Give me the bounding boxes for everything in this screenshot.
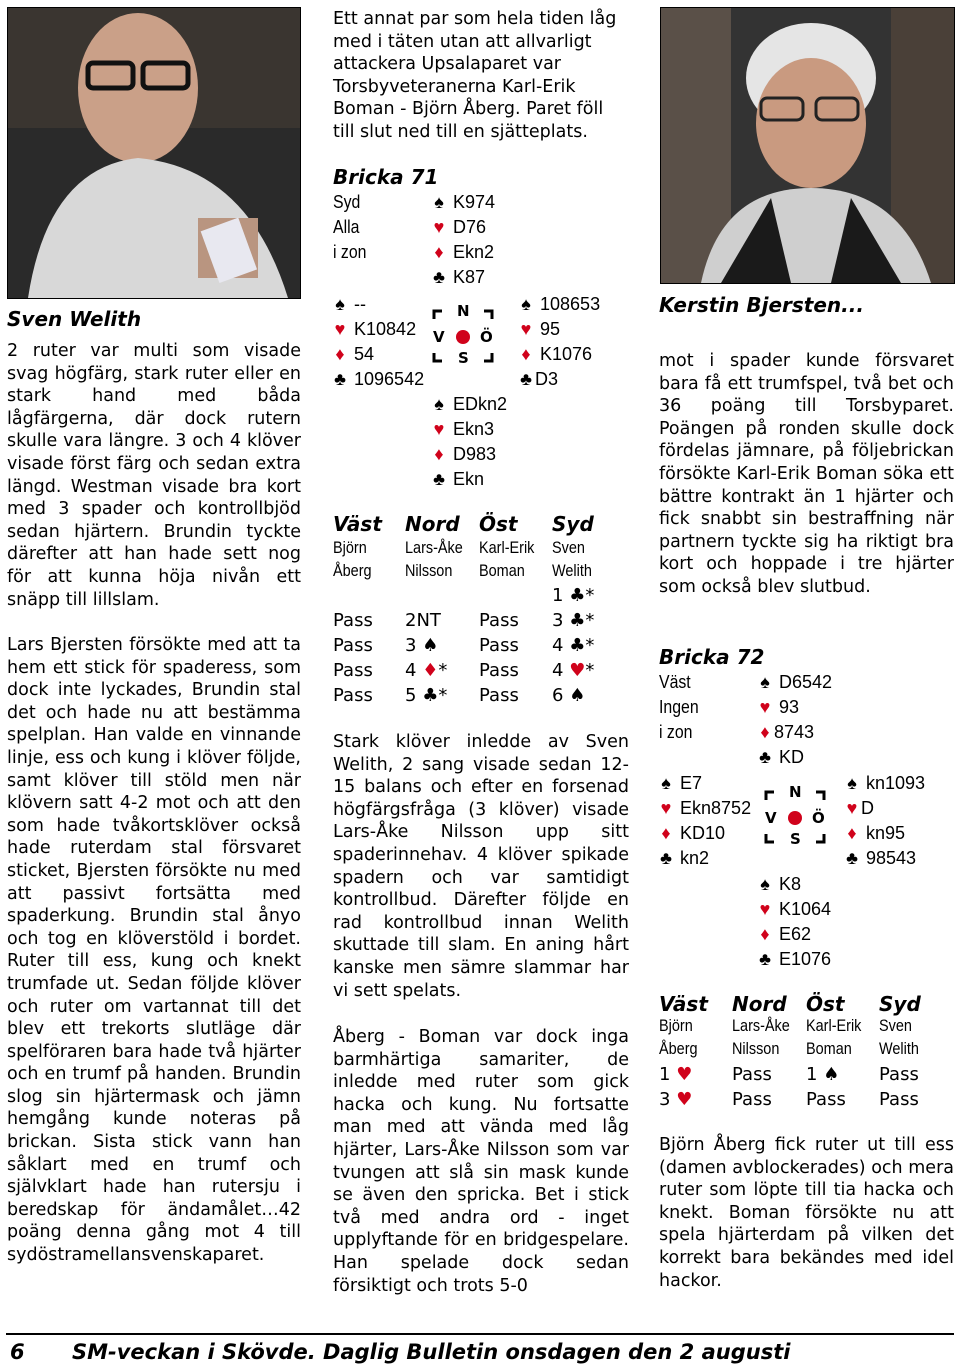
compass-s: S	[790, 830, 801, 848]
north-clubs: KD	[779, 747, 805, 767]
bid: 5 ♣*	[405, 685, 448, 706]
middle-paragraph-2: Åberg - Boman var dock inga barmhärtiga samariter, de inledde med ruter som gick hacka och kung. Nu fortsatte man med att vända med låg hjärter, Lars-Åke Nilsson som var tvungen att slå sin mask kunde se även den spricka. Bet i stick två med andra ord - inget upplyftande för en bridgespelare. Han spelade dock sedan försiktigt och trots 5-0	[333, 1027, 629, 1296]
north-spades: D6542	[779, 672, 833, 692]
heart-icon: ♥	[334, 319, 346, 339]
left-paragraph-1: 2 ruter var multi som visade svag högfärg, stark ruter eller en stark hand med båda lågfärgerna, där dock rutern skulle vara längre. 3 och 4 klöver visade först färg och sedan extra längd. Westman visade bra kort med 3 spader och kontrollbjöd sedan hjärtern. Brundin tyckte därefter att han hade sett nog för att kunna höja nivån ett snäpp till lillslam.	[7, 341, 301, 610]
club-icon: ♣	[422, 685, 439, 706]
north-diamonds: Ekn2	[453, 242, 495, 262]
spade-icon: ♠	[760, 672, 770, 692]
club-icon: ♣	[846, 848, 858, 868]
footer-rule	[6, 1333, 954, 1335]
south-spades: K8	[779, 874, 802, 894]
heart-icon: ♥	[433, 419, 445, 439]
west-hearts: K10842	[354, 319, 417, 339]
south-diamonds: E62	[779, 924, 812, 944]
player-name: Karl-Erik	[806, 1016, 862, 1035]
bricka-71-title: Bricka 71	[333, 165, 439, 189]
east-clubs: D3	[535, 369, 559, 389]
west-clubs: kn2	[680, 848, 710, 868]
compass-diagram	[762, 783, 828, 848]
bidding-table-72	[659, 992, 955, 1117]
header-vast: Väst	[659, 992, 708, 1016]
west-hand	[331, 292, 424, 392]
photo-caption-right: Kerstin Bjersten...	[659, 293, 864, 317]
spade-icon: ♠	[760, 874, 770, 894]
heart-icon: ♥	[520, 319, 532, 339]
dealer: Syd	[333, 192, 361, 212]
diamond-icon: ♦	[760, 924, 770, 944]
footer-title: SM-veckan i Skövde. Daglig Bulletin onsdagen den 2 augusti	[72, 1340, 791, 1364]
south-diamonds: D983	[453, 444, 497, 464]
north-hand	[430, 190, 495, 290]
west-diamonds: KD10	[680, 823, 726, 843]
south-clubs: Ekn	[453, 469, 485, 489]
club-icon: ♣	[759, 949, 771, 969]
bid: 3 ♠	[405, 635, 439, 656]
bid: Pass	[479, 635, 519, 656]
west-spades: --	[354, 294, 367, 314]
club-icon: ♣	[569, 635, 586, 656]
heart-icon: ♥	[759, 899, 771, 919]
vulnerability-zone: i zon	[659, 722, 693, 742]
east-clubs: 98543	[866, 848, 917, 868]
west-clubs: 1096542	[354, 369, 425, 389]
vulnerability: Alla	[333, 217, 360, 237]
bid: 4 ♦*	[405, 660, 448, 681]
player-name: Björn	[659, 1016, 693, 1035]
spade-icon: ♠	[823, 1064, 840, 1085]
north-hearts: 93	[779, 697, 800, 717]
dealer: Väst	[659, 672, 691, 692]
club-icon: ♣	[334, 369, 346, 389]
photo-kerstin-bjersten	[660, 7, 955, 284]
compass-n: N	[457, 302, 470, 320]
bid: Pass	[879, 1089, 919, 1110]
heart-icon: ♥	[569, 660, 586, 681]
compass-o: Ö	[480, 328, 493, 346]
player-name: Karl-Erik	[479, 538, 535, 557]
bid: 4 ♥*	[552, 660, 595, 681]
bid: Pass	[479, 685, 519, 706]
player-name: Sven	[879, 1016, 912, 1035]
bid: 2NT	[405, 610, 441, 631]
compass-v: V	[433, 328, 445, 346]
right-paragraph-1: mot i spader kunde försvaret bara få ett trumfspel, två bet och 36 poäng till Torsbyparet. Poängen på ronden skulle dock fördelas jämnare, på följebrickan försökte Karl-Erik Boman söka ett bättre kontrakt än 1 hjärter och fick snabbt sin bestraffning när partnern tyckte sig ha riktigt bra kort och hoppade i tre hjärter som också blev slutbud.	[659, 351, 954, 597]
club-icon: ♣	[520, 369, 532, 389]
north-clubs: K87	[453, 267, 486, 287]
south-spades: EDkn2	[453, 394, 508, 414]
header-vast: Väst	[333, 512, 382, 536]
diamond-icon: ♦	[335, 344, 345, 364]
vulnerability: Ingen	[659, 697, 699, 717]
east-hearts: D	[861, 798, 874, 818]
bid: 3 ♣*	[552, 610, 595, 631]
photo-caption-left: Sven Welith	[7, 307, 142, 331]
west-diamonds: 54	[354, 344, 375, 364]
diamond-icon: ♦	[434, 444, 444, 464]
spade-icon: ♠	[847, 773, 857, 793]
player-name: Lars-Åke	[732, 1016, 790, 1035]
player-name: Welith	[879, 1039, 919, 1058]
bid: Pass	[732, 1064, 772, 1085]
player-name: Åberg	[333, 561, 372, 580]
heart-icon: ♥	[660, 798, 672, 818]
bid: Pass	[333, 635, 373, 656]
header-syd: Syd	[552, 512, 594, 536]
spade-icon: ♠	[521, 294, 531, 314]
bricka-72-title: Bricka 72	[659, 645, 765, 669]
bid: Pass	[479, 660, 519, 681]
bid: 4 ♣*	[552, 635, 595, 656]
spade-icon: ♠	[661, 773, 671, 793]
vulnerability-zone: i zon	[333, 242, 367, 262]
west-hand	[657, 771, 751, 871]
photo-sven-welith	[7, 7, 301, 299]
right-paragraph-2: Björn Åberg fick ruter ut till ess (damen avblockerades) och mera ruter som löpte till tia hacka och knekt. Boman försökte nu att spela hjärterdam på vilken det korrekt bara bekändes med idel hackor.	[659, 1135, 954, 1291]
compass-v: V	[765, 809, 777, 827]
page-number: 6	[10, 1340, 25, 1364]
left-paragraph-2: Lars Bjersten försökte med att ta hem ett stick för spaderess, som dock inte lyckades, Brundin stal det och hade nu att bestämma spelplan. Han valde en vinnande linje, ess och kung i klöver följde, samt klöver till stöld men när klövern satt 4-2 mot och att den som hade tvåkortsklöver också hade ruterdam stal försvaret sticket, Bjersten försökte nu med att passivt fortsätta med spaderkung. Brundin stal ånyo och tog en klöverstöld i bordet. Ruter till ess, kung och knekt trumfade ut. Sedan följde klöver och ruter om vartannat till det blev ett trekorts slutläge där spelföraren bara hade två hjärter och en trumf på handen. Brundin slog sin hjärtermask och jämn hemgång kunde noteras på brickan. Sista stick vann han såklart med en trumf och självklart hade han rutersju i beredskap för ändamålet…42 poäng denna gång mot 4 till sydöstramellansvenskaparet.	[7, 635, 301, 1266]
bid: Pass	[479, 610, 519, 631]
middle-intro: Ett annat par som hela tiden låg med i täten utan att allvarligt attackera Upsalaparet var Torsbyveteranerna Karl-Erik Boman - Björn Åberg. Paret föll till slut ned till en sjätteplats.	[333, 9, 617, 142]
bid: 6 ♠	[552, 685, 586, 706]
player-name: Boman	[806, 1039, 852, 1058]
portrait-image	[661, 8, 954, 283]
south-hearts: Ekn3	[453, 419, 495, 439]
bid: Pass	[333, 610, 373, 631]
player-name: Lars-Åke	[405, 538, 463, 557]
heart-icon: ♥	[846, 798, 858, 818]
bid: Pass	[333, 660, 373, 681]
south-hand	[756, 872, 831, 972]
compass-diagram	[430, 302, 496, 367]
bid: Pass	[806, 1089, 846, 1110]
bid: Pass	[333, 685, 373, 706]
east-diamonds: kn95	[866, 823, 906, 843]
diamond-icon: ♦	[760, 722, 770, 742]
west-spades: E7	[680, 773, 703, 793]
south-hand	[430, 392, 507, 492]
diamond-icon: ♦	[847, 823, 857, 843]
player-name: Nilsson	[405, 561, 453, 580]
bid: 1 ♠	[806, 1064, 840, 1085]
club-icon: ♣	[433, 469, 445, 489]
heart-icon: ♥	[433, 217, 445, 237]
middle-paragraph-1: Stark klöver inledde av Sven Welith, 2 sang visade sedan 12-15 balans och efter en forsenad högfärgsfråga (3 klöver) visade Lars-Åke Nilsson upp sitt spaderinnehav. 4 klöver spikade spadern och var samtidigt kontrollbud. Därefter följde en rad kontrollbud innan Welith skuttade till slam. En aning hårt kanske men sämre slammar har vi sett spelats.	[333, 732, 629, 1001]
spade-icon: ♠	[422, 635, 439, 656]
bid: Pass	[879, 1064, 919, 1085]
header-syd: Syd	[879, 992, 921, 1016]
north-diamonds: 8743	[774, 722, 815, 742]
diamond-icon: ♦	[521, 344, 531, 364]
south-clubs: E1076	[779, 949, 832, 969]
compass-n: N	[789, 783, 802, 801]
east-hand	[843, 771, 925, 871]
header-ost: Öst	[479, 512, 518, 536]
east-hand	[517, 292, 600, 392]
compass-s: S	[458, 349, 469, 367]
heart-icon: ♥	[676, 1089, 693, 1110]
west-hearts: Ekn8752	[680, 798, 752, 818]
club-icon: ♣	[569, 610, 586, 631]
heart-icon: ♥	[676, 1064, 693, 1085]
spade-icon: ♠	[569, 685, 586, 706]
bid: Pass	[732, 1089, 772, 1110]
club-icon: ♣	[660, 848, 672, 868]
header-nord: Nord	[732, 992, 787, 1016]
east-hearts: 95	[540, 319, 561, 339]
club-icon: ♣	[759, 747, 771, 767]
north-hearts: D76	[453, 217, 487, 237]
header-nord: Nord	[405, 512, 460, 536]
player-name: Boman	[479, 561, 525, 580]
player-name: Björn	[333, 538, 367, 557]
south-hearts: K1064	[779, 899, 832, 919]
player-name: Nilsson	[732, 1039, 780, 1058]
heart-icon: ♥	[759, 697, 771, 717]
bidding-table-71	[333, 512, 633, 712]
club-icon: ♣	[433, 267, 445, 287]
diamond-icon: ♦	[422, 660, 439, 681]
player-name: Åberg	[659, 1039, 698, 1058]
spade-icon: ♠	[434, 192, 444, 212]
bid: 1 ♣*	[552, 585, 595, 606]
spade-icon: ♠	[434, 394, 444, 414]
east-spades: kn1093	[866, 773, 926, 793]
player-name: Sven	[552, 538, 585, 557]
north-spades: K974	[453, 192, 496, 212]
club-icon: ♣	[569, 585, 586, 606]
north-hand	[756, 670, 832, 770]
portrait-image	[8, 8, 300, 298]
diamond-icon: ♦	[434, 242, 444, 262]
east-spades: 108653	[540, 294, 601, 314]
compass-o: Ö	[812, 809, 825, 827]
east-diamonds: K1076	[540, 344, 593, 364]
bid: 1 ♥	[659, 1064, 693, 1085]
player-name: Welith	[552, 561, 592, 580]
spade-icon: ♠	[335, 294, 345, 314]
bid: 3 ♥	[659, 1089, 693, 1110]
diamond-icon: ♦	[661, 823, 671, 843]
header-ost: Öst	[806, 992, 845, 1016]
